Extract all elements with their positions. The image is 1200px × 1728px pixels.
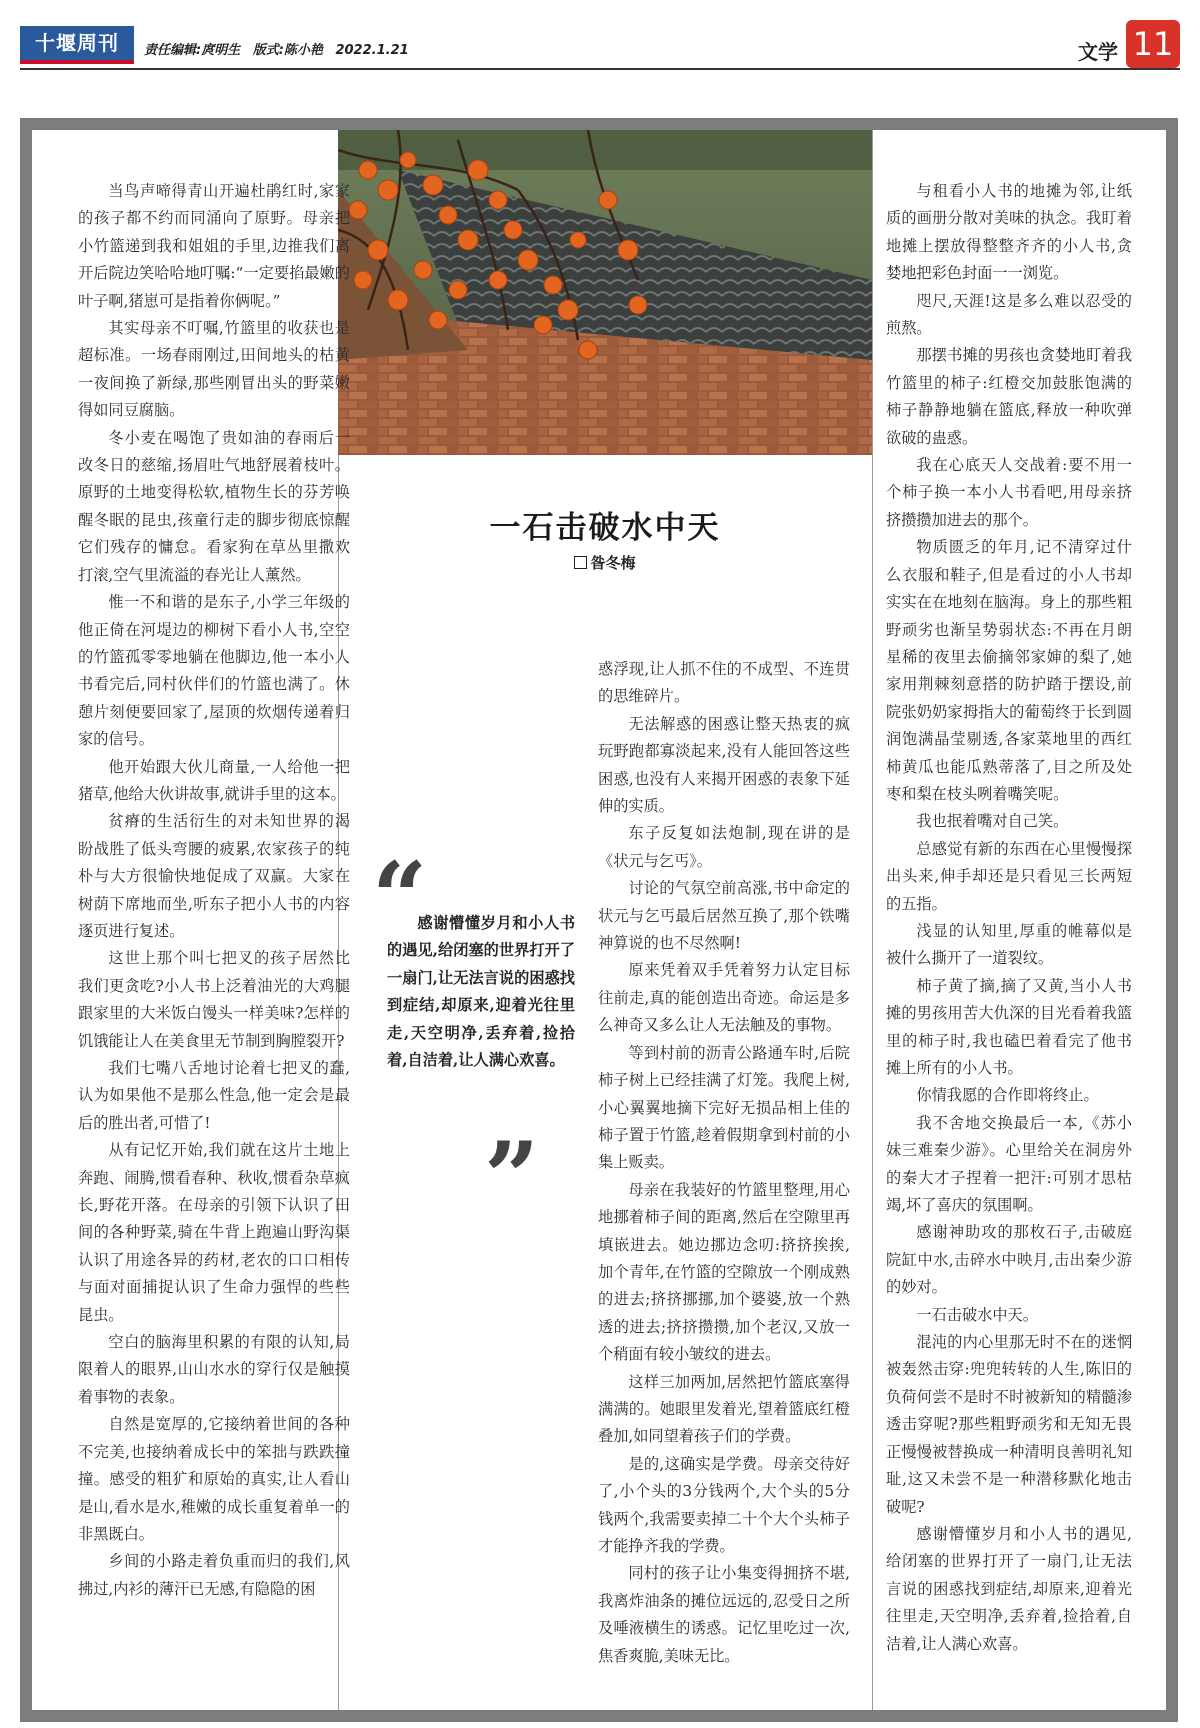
paragraph: 当鸟声啼得青山开遍杜鹃红时,家家的孩子都不约而同涌向了原野。母亲把小竹篮递到我和姐姐的手里,边推我们离开后院边笑哈哈地叮嘱:“一定要掐最嫩的叶子啊,猪崽可是指着你俩呢。” <box>78 182 350 310</box>
column-1 <box>78 178 350 1603</box>
paragraph: 浅显的认知里,厚重的帷幕似是被什么撕开了一道裂纹。 <box>886 921 1132 968</box>
paragraph: 惑浮现,让人抓不住的不成型、不连贯的思维碎片。 <box>598 660 850 706</box>
paragraph: 从有记忆开始,我们就在这片土地上奔跑、闹腾,惯看春种、秋收,惯看杂草疯长,野花开落。在母亲的引领下认识了田间的各种野菜,骑在牛背上跑遍山野沟渠认识了用途各异的药材,老农的口口相传与面对面捕捉认识了生命力强悍的些些昆虫。 <box>78 1141 350 1324</box>
paragraph: 我在心底天人交战着:要不用一个柿子换一本小人书看吧,用母亲挤挤攒攒加进去的那个。 <box>886 456 1132 529</box>
layout-credit: 版式:陈小艳 <box>252 43 323 58</box>
paragraph: 你情我愿的合作即将终止。 <box>916 1086 1099 1105</box>
open-quote-icon: “ <box>372 841 428 954</box>
persimmon-illustration <box>338 130 872 455</box>
paragraph: 无法解惑的困惑让整天热衷的疯玩野跑都寡淡起来,没有人能回答这些困惑,也没有人来揭开困惑的表象下延伸的实质。 <box>598 714 850 816</box>
article-frame <box>20 118 1178 1722</box>
article-title: 一石击破水中天 <box>489 510 721 546</box>
masthead-underline <box>20 60 134 64</box>
paragraph: 母亲在我装好的竹篮里整理,用心地挪着柿子间的距离,然后在空隙里再填嵌进去。她边挪边念叨:挤挤挨挨,加个青年,在竹篮的空隙放一个刚成熟的进去;挤挤挪挪,加个婆婆,放一个熟透的进去;挤挤攒攒,加个老汉,又放一个稍面有较小皱纹的进去。 <box>598 1180 850 1364</box>
paragraph: 一石击破水中天。 <box>916 1305 1038 1324</box>
section-label: 文学 <box>1078 40 1118 64</box>
paragraph: 混沌的内心里那无时不在的迷惘被轰然击穿:兜兜转转的人生,陈旧的负荷何尝不是时不时被新知的精髓渗透击穿呢?那些粗野顽劣和无知无畏正慢慢被替换成一种清明良善明礼知耻,这又未尝不是一种潜移默化地击破呢? <box>886 1333 1132 1516</box>
header-rule <box>20 68 1180 70</box>
paragraph: 冬小麦在喝饱了贵如油的春雨后一改冬日的慈缩,扬眉吐气地舒展着枝叶。原野的土地变得松软,植物生长的芬芳唤醒冬眠的昆虫,孩童行走的脚步彻底惊醒它们残存的慵怠。看家狗在草丛里撒欢打滚,空气里流溢的春光让人薰然。 <box>78 428 350 584</box>
paragraph: 感谢懵懂岁月和小人书的遇见,给闭塞的世界打开了一扇门,让无法言说的困惑找到症结,却原来,迎着光往里走,天空明净,丢弃着,捡拾着,自洁着,让人满心欢喜。 <box>886 1524 1132 1653</box>
article-author <box>338 552 872 573</box>
paragraph: 物质匮乏的年月,记不清穿过什么衣服和鞋子,但是看过的小人书却实实在在地刻在脑海。身上的那些粗野顽劣也渐呈势弱状态:不再在月朗星稀的夜里去偷摘邻家婶的梨了,她家用荆棘刻意搭的防护踏于摆设,前院张奶奶家拇指大的葡萄终于长到圆润饱满晶莹剔透,各家菜地里的西红柿黄瓜也能瓜熟蒂落了,目之所及处枣和梨在枝头咧着嘴笑呢。 <box>886 538 1132 803</box>
paragraph: 总感觉有新的东西在心里慢慢探出头来,伸手却还是只看见三长两短的五指。 <box>886 839 1132 913</box>
pull-quote: 感谢懵懂岁月和小人书的遇见,给闭塞的世界打开了一扇门,让无法言说的困惑找到症结,却原来,迎着光往里走,天空明净,丢弃着,捡拾着,自洁着,让人满心欢喜。 <box>387 914 575 1070</box>
page-header <box>20 20 1180 68</box>
paragraph: 讨论的气氛空前高涨,书中命定的状元与乞丐最后居然互换了,那个铁嘴神算说的也不尽然啊! <box>598 879 850 953</box>
paragraph: 自然是宽厚的,它接纳着世间的各种不完美,也接纳着成长中的笨拙与跌跌撞撞。感受的粗犷和原始的真实,让人看山是山,看水是水,稚嫩的成长重复着单一的非黑既白。 <box>78 1415 350 1543</box>
paragraph: 惟一不和谐的是东子,小学三年级的他正倚在河堤边的柳树下看小人书,空空的竹篮孤零零地躺在他脚边,他一本小人书看完后,同村伙伴们的竹篮也满了。休憩片刻便要回家了,屋顶的炊烟传递着归家的信号。 <box>78 593 350 749</box>
paragraph: 这世上那个叫七把叉的孩子居然比我们更贪吃?小人书上泛着油光的大鸡腿跟家里的大米饭白馒头一样美味?怎样的饥饿能让人在美食里无节制到胸膛裂开? <box>78 949 350 1050</box>
editor-credit: 责任编辑:庹明生 <box>144 43 241 58</box>
paragraph: 我也抿着嘴对自己笑。 <box>916 812 1069 831</box>
author-name: 昝冬梅 <box>590 554 636 572</box>
masthead-logo: 十堰周刊 <box>20 26 134 60</box>
paragraph: 空白的脑海里积累的有限的认知,局限着人的眼界,山山水水的穿行仅是触摸着事物的表象。 <box>78 1333 350 1406</box>
author-box-icon <box>574 556 587 569</box>
persimmon-photo <box>338 130 872 455</box>
paragraph: 是的,这确实是学费。母亲交待好了,小个头的3分钱两个,大个头的5分钱两个,我需要卖掉二十个大个头柿子才能挣齐我的学费。 <box>598 1454 850 1555</box>
paragraph: 我不舍地交换最后一本,《苏小妹三难秦少游》。心里给关在洞房外的秦大才子捏着一把汗:可别才思枯竭,坏了喜庆的氛围啊。 <box>886 1113 1132 1215</box>
paragraph: 与租看小人书的地摊为邻,让纸质的画册分散对美味的执念。我盯着地摊上摆放得整整齐齐的小人书,贪婪地把彩色封面一一浏览。 <box>886 182 1132 283</box>
paragraph: 同村的孩子让小集变得拥挤不堪,我离炸油条的摊位远远的,忍受日之所及唾液横生的诱惑。记忆里吃过一次,焦香爽脆,美味无比。 <box>598 1564 850 1665</box>
column-3 <box>598 656 850 1670</box>
credits-line <box>144 39 417 58</box>
paragraph: 东子反复如法炮制,现在讲的是《状元与乞丐》。 <box>598 824 850 870</box>
paragraph: 等到村前的沥青公路通车时,后院柿子树上已经挂满了灯笼。我爬上树,小心翼翼地摘下完好无损品相上佳的柿子置于竹篮,趁着假期拿到村前的小集上贩卖。 <box>598 1043 850 1172</box>
close-quote-icon: ” <box>484 1121 540 1234</box>
paragraph: 那摆书摊的男孩也贪婪地盯着我竹篮里的柿子:红橙交加鼓胀饱满的柿子静静地躺在篮底,释放一种吹弹欲破的蛊惑。 <box>886 346 1132 447</box>
paragraph: 我们七嘴八舌地讨论着七把叉的蠢,认为如果他不是那么性急,他一定会是最后的胜出者,可惜了! <box>78 1059 350 1132</box>
article-body <box>32 130 1166 1710</box>
column-divider <box>872 130 873 1710</box>
paragraph: 柿子黄了摘,摘了又黄,当小人书摊的男孩用苦大仇深的目光看着我篮里的柿子时,我也磕巴着看完了他书摊上所有的小人书。 <box>886 976 1132 1077</box>
column-4 <box>886 178 1132 1658</box>
paragraph: 贫瘠的生活衍生的对未知世界的渴盼战胜了低头弯腰的疲累,农家孩子的纯朴与大方很愉快地促成了双赢。大家在树荫下席地而坐,听东子把小人书的内容逐页进行复述。 <box>78 812 350 940</box>
issue-date: 2022.1.21 <box>335 43 409 58</box>
paragraph: 乡间的小路走着负重而归的我们,风拂过,内衫的薄汗已无感,有隐隐的困 <box>78 1552 350 1598</box>
paragraph: 其实母亲不叮嘱,竹篮里的收获也是超标准。一场春雨刚过,田间地头的枯黄一夜间换了新绿,那些刚冒出头的野菜嫩得如同豆腐脑。 <box>78 319 350 420</box>
page-number-badge: 11 <box>1126 20 1180 68</box>
paragraph: 咫尺,天涯!这是多么难以忍受的煎熬。 <box>886 291 1132 338</box>
paragraph: 他开始跟大伙儿商量,一人给他一把猪草,他给大伙讲故事,就讲手里的这本。 <box>78 757 350 803</box>
paragraph: 原来凭着双手凭着努力认定目标往前走,真的能创造出奇迹。命运是多么神奇又多么让人无法触及的事物。 <box>598 961 850 1035</box>
paragraph: 这样三加两加,居然把竹篮底塞得满满的。她眼里发着光,望着篮底红橙叠加,如同望着孩子们的学费。 <box>598 1372 850 1446</box>
paragraph: 感谢神助攻的那枚石子,击破庭院缸中水,击碎水中映月,击出秦少游的妙对。 <box>886 1223 1132 1297</box>
